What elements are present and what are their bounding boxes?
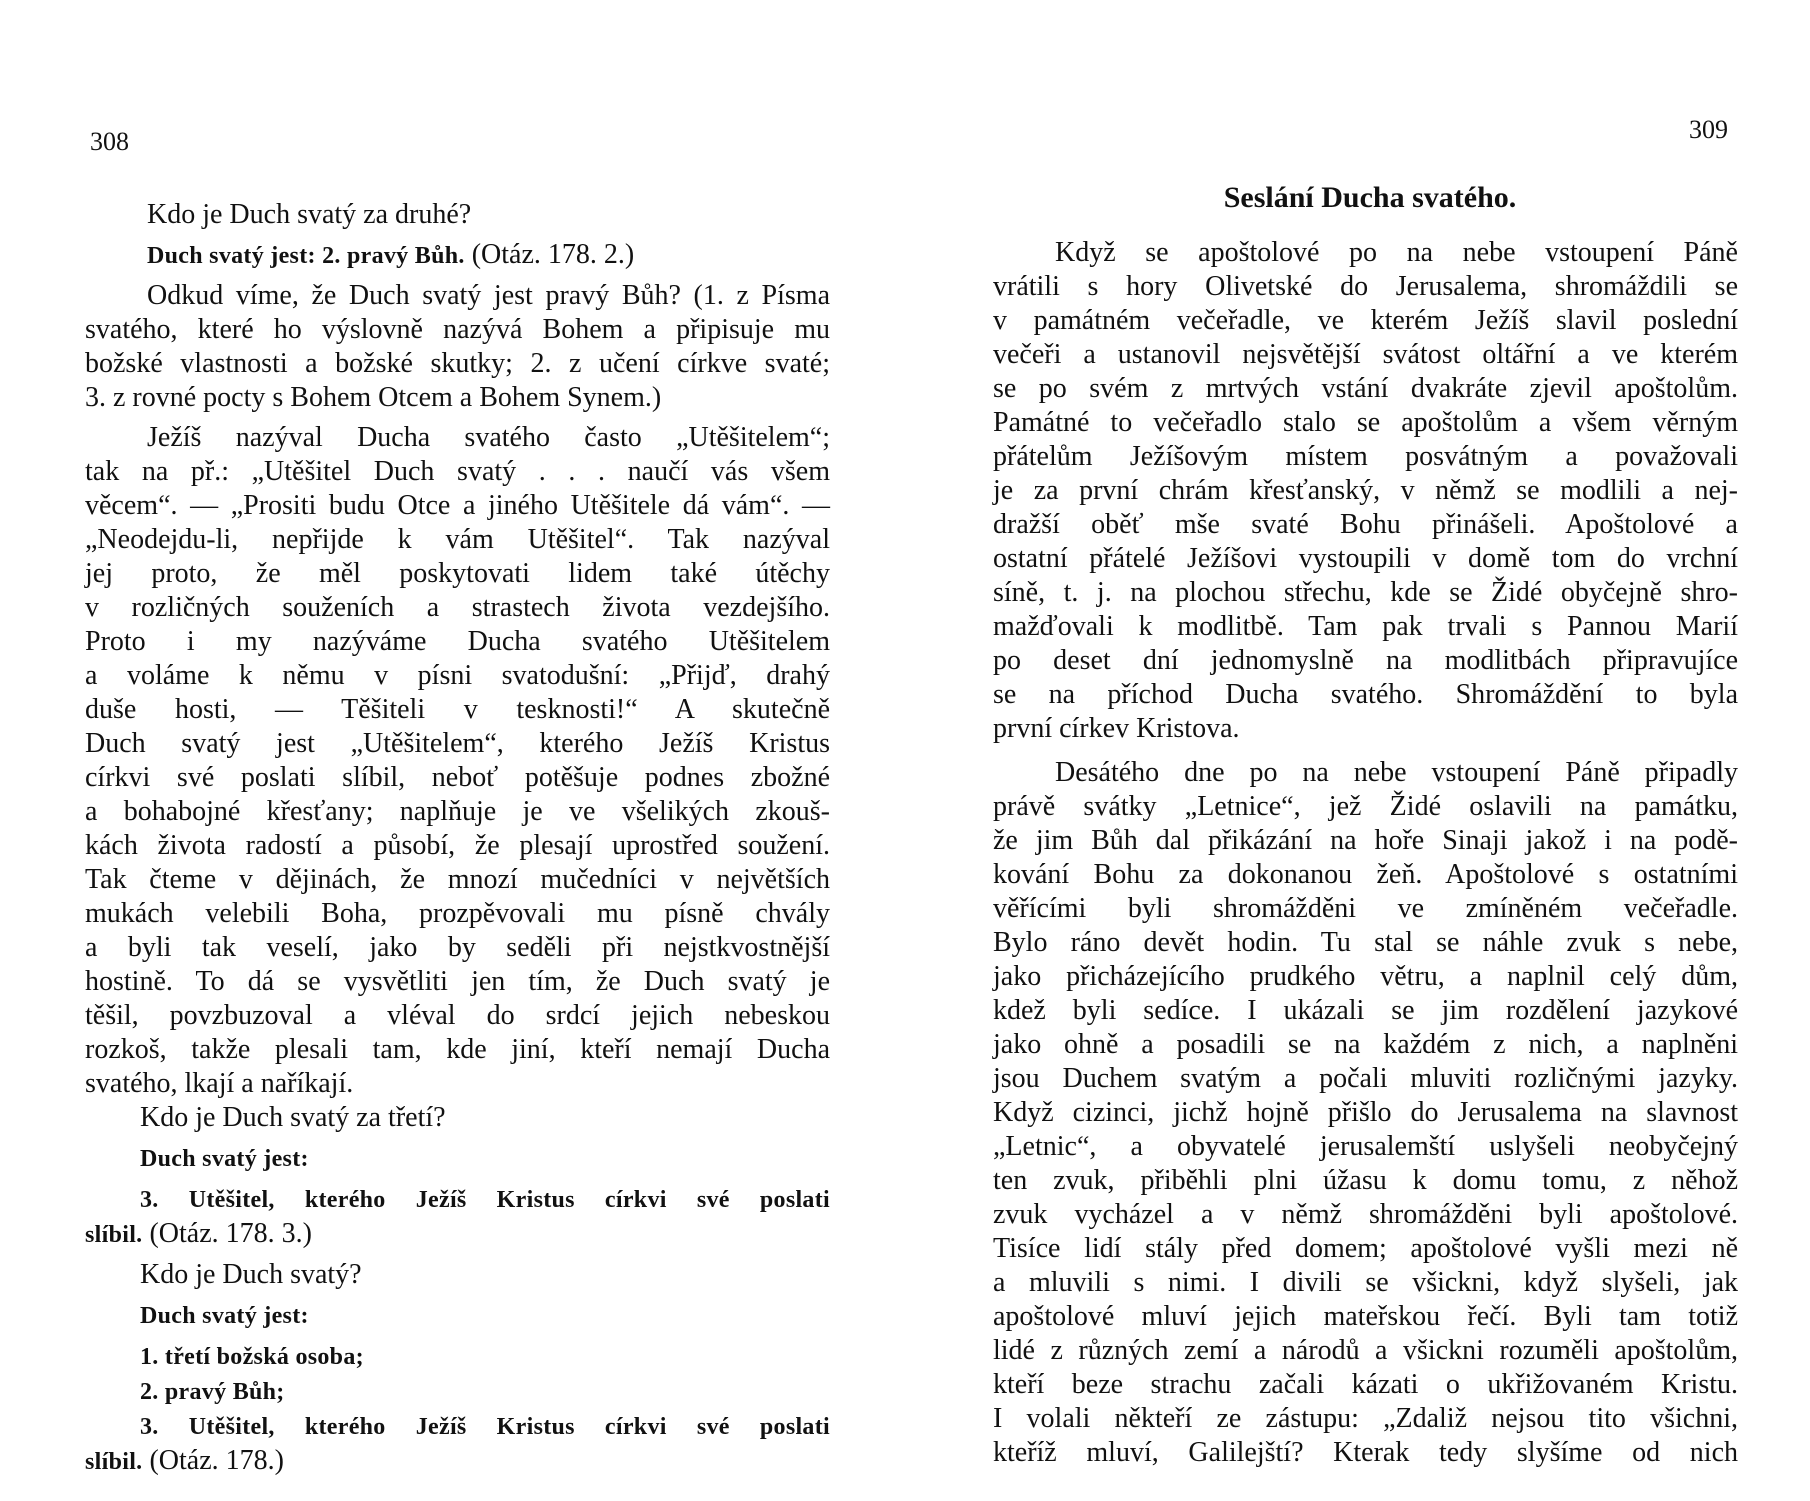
text-line: božské vlastnosti a božské skutky; 2. z učení církve svaté; (85, 348, 830, 379)
text-line: jako ohně a posadili se na každém z nich, a naplněni (993, 1029, 1738, 1060)
text-line: jako přicházejícího prudkého větru, a naplnil celý dům, (993, 961, 1738, 992)
right-page (905, 0, 1810, 1501)
text-line: kování Bohu za dokonanou žeň. Apoštolové s ostatními (993, 859, 1738, 890)
answer-text: slíbil. (85, 1222, 143, 1248)
reference-text: (Otáz. 178. 2.) (471, 239, 635, 270)
text-line: že jim Bůh dal přikázání na hoře Sinaji jakož i na podě- (993, 825, 1738, 856)
answer-line (85, 1409, 830, 1444)
answer-text: 3. Utěšitel, kterého Ježíš Kristus církvi své poslati (140, 1414, 830, 1440)
text-line: duše hosti, — Těšiteli v tesknosti!“ A skutečně (85, 694, 830, 725)
question-line: Kdo je Duch svatý? (140, 1259, 362, 1290)
text-line: Odkud víme, že Duch svatý jest pravý Bůh? (1. z Písma (147, 280, 830, 311)
section-title: Seslání Ducha svatého. (1223, 181, 1517, 214)
text-line: „Letnic“, a obyvatelé jerusalemští uslyšeli neobyčejný (993, 1131, 1738, 1162)
text-line: věcem“. — „Prositi budu Otce a jiného Utěšitele dá vám“. — (85, 490, 830, 521)
text-line: večeři a ustanovil nejsvětější svátost oltářní a ve kterém (993, 339, 1738, 370)
text-line: církvi své poslati slíbil, neboť potěšuje podnes zbožné (85, 762, 830, 793)
text-line: jsou Duchem svatým a počali mluviti rozličnými jazyky. (993, 1063, 1738, 1094)
text-line: I volali někteří ze zástupu: „Zdaliž nejsou tito všichni, (993, 1403, 1738, 1434)
text-line: síně, t. j. na plochou střechu, kde se Židé obyčejně shro- (993, 577, 1738, 608)
text-line: věřícími byli shromážděni ve zmíněném večeřadle. (993, 893, 1738, 924)
text-line: kách života radostí a působí, že plesají uprostřed soužení. (85, 830, 830, 861)
answer-line (85, 1141, 830, 1176)
text-line: se na příchod Ducha svatého. Shromáždění to byla (993, 679, 1738, 710)
left-text-column (85, 198, 830, 1479)
text-line: lidé z různých zemí a národů a všickni rozuměli apoštolům, (993, 1335, 1738, 1366)
text-line: Ježíš nazýval Ducha svatého často „Utěšitelem“; (147, 422, 830, 453)
text-line: Když se apoštolové po na nebe vstoupení Páně (1055, 237, 1738, 268)
text-line: rozkoš, takže plesali tam, kde jiní, kteří nemají Ducha (85, 1034, 830, 1065)
text-line: přátelům Ježíšovým místem posvátným a považovali (993, 441, 1738, 472)
text-line: těšil, povzbuzoval a vléval do srdcí jejich nebeskou (85, 1000, 830, 1031)
text-line: 3. z rovné pocty s Bohem Otcem a Bohem Synem.) (85, 382, 662, 413)
text-line: Proto i my nazýváme Ducha svatého Utěšitelem (85, 626, 830, 657)
text-line: Památné to večeřadlo stalo se apoštolům a všem věrným (993, 407, 1738, 438)
text-line: kdež byli sedíce. I ukázali se jim rozdělení jazykové (993, 995, 1738, 1026)
text-line: Když cizinci, jichž hojně přišlo do Jerusalema na slavnost (993, 1097, 1738, 1128)
text-line: první církev Kristova. (993, 713, 1240, 744)
text-line: vrátili s hory Olivetské do Jerusalema, shromáždili se (993, 271, 1738, 302)
answer-line (85, 1217, 830, 1252)
text-line: mukách velebili Boha, prozpěvovali mu písně chvály (85, 898, 830, 929)
reference-text: (Otáz. 178.) (149, 1445, 284, 1476)
answer-text: 1. třetí božská osoba; (140, 1344, 364, 1370)
answer-line (85, 1374, 830, 1409)
answer-line (85, 1339, 830, 1374)
text-line: mažďovali k modlitbě. Tam pak trvali s Pannou Marií (993, 611, 1738, 642)
answer-line (85, 1444, 830, 1479)
text-line: ostatní přátelé Ježíšovi vystoupili v domě tom do vrchní (993, 543, 1738, 574)
text-line: Desátého dne po na nebe vstoupení Páně připadly (1055, 757, 1738, 788)
page-number-left: 308 (90, 127, 129, 156)
answer-text: slíbil. (85, 1449, 143, 1475)
text-line: v památném večeřadle, ve kterém Ježíš slavil poslední (993, 305, 1738, 336)
text-line: v rozličných souženích a strastech života vezdejšího. (85, 592, 830, 623)
reference-text: (Otáz. 178. 3.) (149, 1218, 312, 1249)
text-line: po deset dní jednomyslně na modlitbách připravujíce (993, 645, 1738, 676)
text-line: dražší oběť mše svaté Bohu přinášeli. Apoštolové a (993, 509, 1738, 540)
question-line: Kdo je Duch svatý za třetí? (140, 1102, 446, 1133)
text-line: tak na př.: „Utěšitel Duch svatý . . . naučí vás všem (85, 456, 830, 487)
text-line: zvuk vycházel a v němž shromážděni byli apoštolové. (993, 1199, 1738, 1230)
answer-text: Duch svatý jest: (140, 1146, 309, 1172)
text-line: Tisíce lidí stály před domem; apoštolové vyšli mezi ně (993, 1233, 1738, 1264)
question-line: Kdo je Duch svatý za druhé? (147, 199, 472, 230)
text-line: je za první chrám křesťanský, v němž se modlili a nej- (993, 475, 1738, 506)
text-line: a bohabojné křesťany; naplňuje je ve všelikých zkouš- (85, 796, 830, 827)
text-line: „Neodejdu-li, nepřijde k vám Utěšitel“. Tak nazýval (85, 524, 830, 555)
answer-text: Duch svatý jest: (140, 1303, 309, 1329)
answer-text: 3. Utěšitel, kterého Ježíš Kristus církvi své poslati (140, 1187, 830, 1213)
answer-text: 2. pravý Bůh; (140, 1379, 285, 1405)
answer-line (85, 1298, 830, 1333)
text-line: se po svém z mrtvých vstání dvakráte zjevil apoštolům. (993, 373, 1738, 404)
answer-text: Duch svatý jest: 2. pravý Bůh. (147, 243, 465, 269)
text-line: Bylo ráno devět hodin. Tu stal se náhle zvuk s nebe, (993, 927, 1738, 958)
text-line: svatého, které ho výslovně nazývá Bohem a připisuje mu (85, 314, 830, 345)
text-line: hostině. To dá se vysvětliti jen tím, že Duch svatý je (85, 966, 830, 997)
text-line: kteříž mluví, Galilejští? Kterak tedy slyšíme od nich (993, 1437, 1738, 1468)
text-line: a voláme k němu v písni svatodušní: „Přijď, drahý (85, 660, 830, 691)
page-number-right: 309 (1689, 115, 1728, 144)
text-line: jej proto, že měl poskytovati lidem také útěchy (85, 558, 830, 589)
text-line: a byli tak veselí, jako by seděli při nejstkvostnější (85, 932, 830, 963)
right-text-column (993, 236, 1738, 1470)
text-line: apoštolové mluví jejich mateřskou řečí. Byli tam totiž (993, 1301, 1738, 1332)
text-line: Duch svatý jest „Utěšitelem“, kterého Ježíš Kristus (85, 728, 830, 759)
answer-line (85, 238, 830, 273)
text-line: Tak čteme v dějinách, že mnozí mučedníci v největších (85, 864, 830, 895)
answer-line (85, 1182, 830, 1217)
text-line: právě svátky „Letnice“, jež Židé oslavili na památku, (993, 791, 1738, 822)
text-line: svatého, lkají a naříkají. (85, 1068, 354, 1099)
text-line: ten zvuk, přiběhli plni úžasu k domu tomu, z něhož (993, 1165, 1738, 1196)
text-line: kteří beze strachu začali kázati o ukřižovaném Kristu. (993, 1369, 1738, 1400)
text-line: a mluvili s nimi. I divili se všickni, když slyšeli, jak (993, 1267, 1738, 1298)
